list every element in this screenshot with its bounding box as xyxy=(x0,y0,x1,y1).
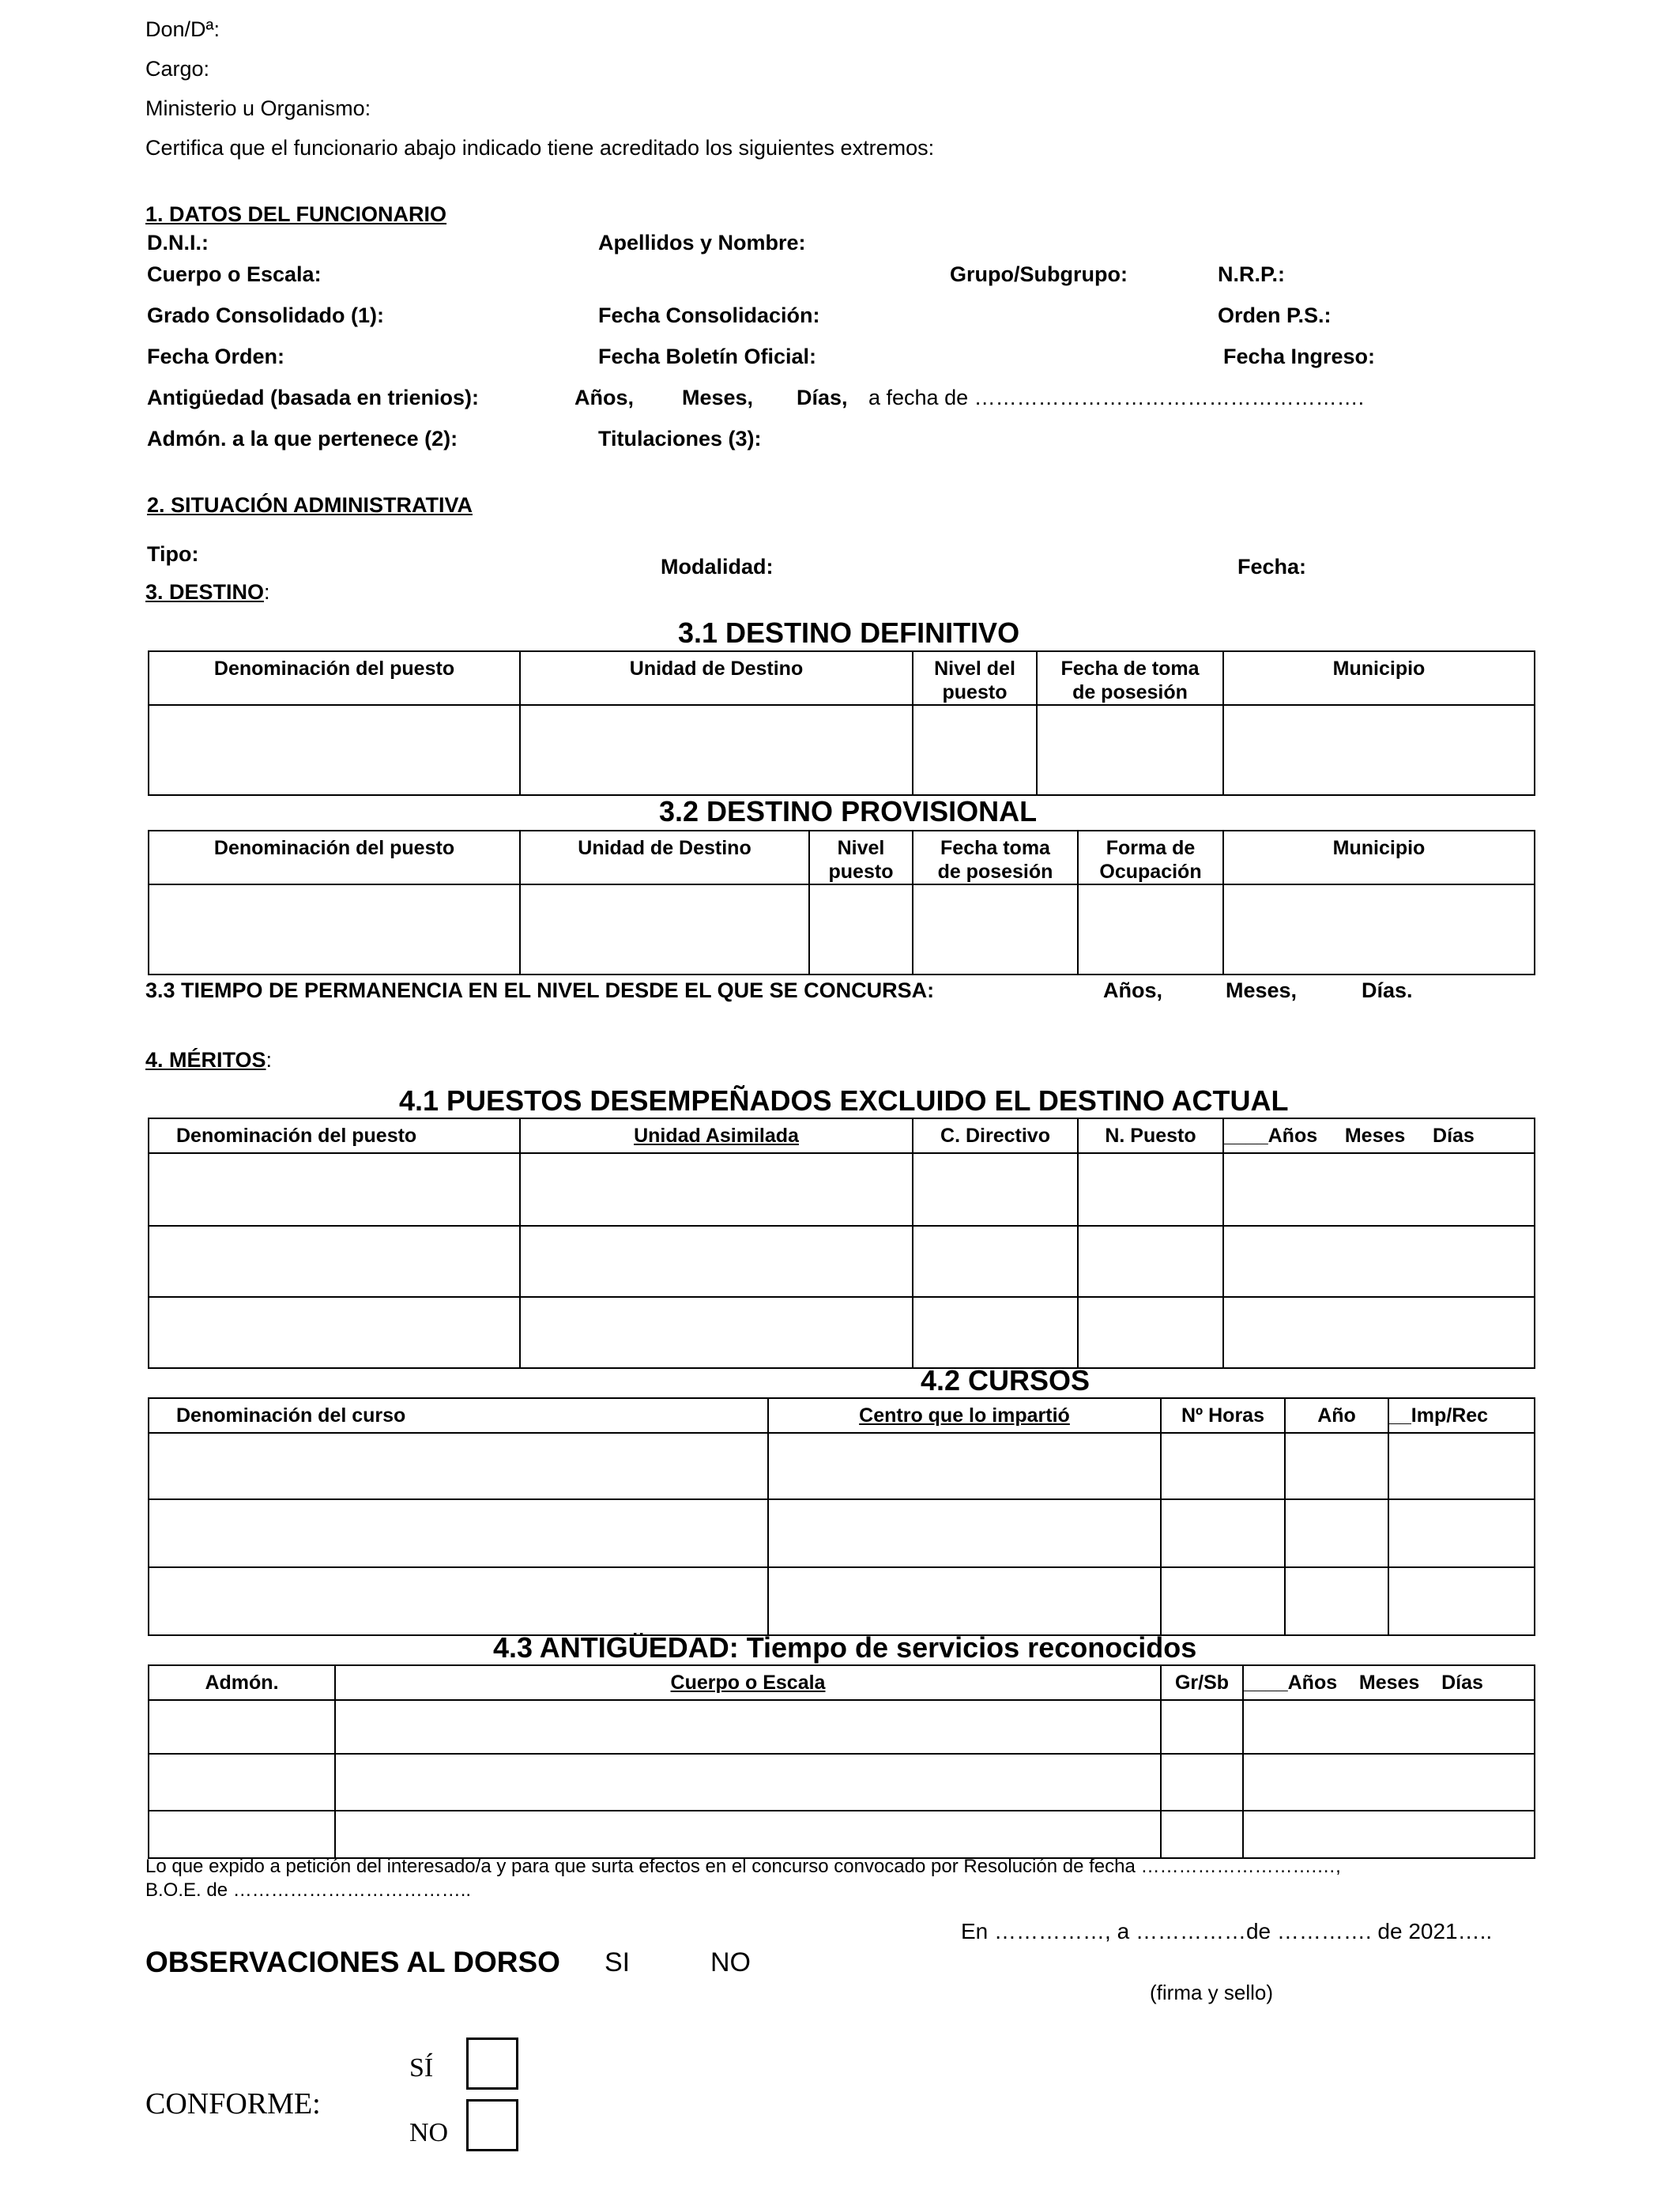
antiguedad-meses: Meses, xyxy=(682,386,754,409)
table-cell[interactable] xyxy=(335,1811,1161,1858)
conforme-no-label: NO xyxy=(409,2118,449,2147)
table-cell[interactable] xyxy=(149,1811,335,1858)
table-cell[interactable] xyxy=(1223,1226,1535,1297)
col-header: Municipio xyxy=(1223,831,1535,884)
permanencia-label: 3.3 TIEMPO DE PERMANENCIA EN EL NIVEL DESDE EL QUE SE CONCURSA: xyxy=(145,978,935,1002)
table-cell[interactable] xyxy=(1161,1499,1285,1567)
table-cell[interactable] xyxy=(1223,884,1535,974)
observaciones-no[interactable]: NO xyxy=(710,1947,751,1977)
permanencia-anos: Años, xyxy=(1103,978,1163,1002)
table-cell[interactable] xyxy=(1078,1226,1223,1297)
col-header: Denominación del puesto xyxy=(149,1118,520,1153)
fecha-consolidacion-label: Fecha Consolidación: xyxy=(598,303,820,327)
col-header: N. Puesto xyxy=(1078,1118,1223,1153)
cursos-title: 4.2 CURSOS xyxy=(921,1364,1090,1397)
section-destino-title: 3. DESTINO: xyxy=(145,580,270,604)
tipo-label: Tipo: xyxy=(147,542,199,566)
table-cell[interactable] xyxy=(913,884,1078,974)
table-cell[interactable] xyxy=(768,1433,1161,1499)
situacion-fecha-label: Fecha: xyxy=(1237,555,1307,579)
section-situacion-title: 2. SITUACIÓN ADMINISTRATIVA xyxy=(147,493,473,517)
table-cell[interactable] xyxy=(149,705,520,795)
table-cell[interactable] xyxy=(1037,705,1223,795)
table-cell[interactable] xyxy=(1388,1499,1535,1567)
table-cell[interactable] xyxy=(1285,1433,1388,1499)
titulaciones-label: Titulaciones (3): xyxy=(598,427,762,450)
table-cell[interactable] xyxy=(149,1226,520,1297)
apellidos-label: Apellidos y Nombre: xyxy=(598,231,806,254)
table-cell[interactable] xyxy=(1161,1567,1285,1635)
section-datos-title: 1. DATOS DEL FUNCIONARIO xyxy=(145,202,447,226)
col-header: __Imp/Rec xyxy=(1388,1398,1535,1433)
col-header: Denominación del puesto xyxy=(149,831,520,884)
col-header: Cuerpo o Escala xyxy=(335,1665,1161,1700)
table-cell[interactable] xyxy=(913,1226,1078,1297)
table-cell[interactable] xyxy=(1388,1433,1535,1499)
col-header: ____Años Meses Días xyxy=(1243,1665,1535,1700)
destino-definitivo-title: 3.1 DESTINO DEFINITIVO xyxy=(678,616,1020,649)
col-header: Fecha de toma de posesión xyxy=(1037,651,1223,705)
table-cell[interactable] xyxy=(1223,1153,1535,1226)
cuerpo-label: Cuerpo o Escala: xyxy=(147,262,322,286)
table-cell[interactable] xyxy=(149,1499,768,1567)
table-cell[interactable] xyxy=(149,1297,520,1368)
section-meritos-title: 4. MÉRITOS: xyxy=(145,1048,273,1072)
antiguedad-table xyxy=(148,1664,1535,1859)
modalidad-label: Modalidad: xyxy=(661,555,774,579)
table-cell[interactable] xyxy=(1161,1811,1243,1858)
table-cell[interactable] xyxy=(520,884,809,974)
nrp-label: N.R.P.: xyxy=(1218,262,1286,286)
col-header: Municipio xyxy=(1223,651,1535,705)
cargo-label: Cargo: xyxy=(145,57,210,81)
col-header: Nº Horas xyxy=(1161,1398,1285,1433)
table-cell[interactable] xyxy=(1243,1700,1535,1754)
table-cell[interactable] xyxy=(1078,884,1223,974)
antiguedad-title: 4.3 ANTIGÜEDAD: Tiempo de servicios reconocidos xyxy=(493,1631,1197,1664)
permanencia-meses: Meses, xyxy=(1226,978,1298,1002)
don-label: Don/Dª: xyxy=(145,17,220,41)
table-cell[interactable] xyxy=(1078,1153,1223,1226)
col-header: Gr/Sb xyxy=(1161,1665,1243,1700)
table-cell[interactable] xyxy=(520,1153,913,1226)
grado-label: Grado Consolidado (1): xyxy=(147,303,384,327)
table-cell[interactable] xyxy=(1285,1567,1388,1635)
table-cell[interactable] xyxy=(1223,705,1535,795)
conforme-no-checkbox[interactable] xyxy=(466,2099,518,2151)
fecha-ingreso-label: Fecha Ingreso: xyxy=(1223,345,1376,368)
table-cell[interactable] xyxy=(335,1700,1161,1754)
admon-label: Admón. a la que pertenece (2): xyxy=(147,427,458,450)
table-cell[interactable] xyxy=(1161,1433,1285,1499)
table-cell[interactable] xyxy=(520,1226,913,1297)
table-cell[interactable] xyxy=(149,1754,335,1811)
col-header: C. Directivo xyxy=(913,1118,1078,1153)
col-header: Denominación del puesto xyxy=(149,651,520,705)
observaciones-label: OBSERVACIONES AL DORSO xyxy=(145,1946,560,1978)
puestos-title: 4.1 PUESTOS DESEMPEÑADOS EXCLUIDO EL DESTINO ACTUAL xyxy=(399,1084,1289,1117)
col-header: Denominación del curso xyxy=(149,1398,768,1433)
boe-text: B.O.E. de ……………………………….. xyxy=(145,1879,472,1901)
col-header: ____Años Meses Días xyxy=(1223,1118,1535,1153)
destino-definitivo-table xyxy=(148,650,1535,796)
col-header: Año xyxy=(1285,1398,1388,1433)
col-header: Forma de Ocupación xyxy=(1078,831,1223,884)
col-header: Unidad Asimilada xyxy=(520,1118,913,1153)
table-cell[interactable] xyxy=(149,1700,335,1754)
fecha-boletin-label: Fecha Boletín Oficial: xyxy=(598,345,817,368)
table-cell[interactable] xyxy=(913,1297,1078,1368)
table-cell[interactable] xyxy=(1161,1700,1243,1754)
observaciones-si[interactable]: SI xyxy=(605,1947,631,1977)
col-header: Unidad de Destino xyxy=(520,651,913,705)
table-cell[interactable] xyxy=(1223,1297,1535,1368)
antiguedad-fecha: a fecha de ………………………………………………. xyxy=(868,386,1365,409)
table-cell[interactable] xyxy=(149,1433,768,1499)
table-cell[interactable] xyxy=(1243,1811,1535,1858)
destino-provisional-table xyxy=(148,830,1535,975)
cursos-table xyxy=(148,1397,1535,1636)
table-cell[interactable] xyxy=(335,1754,1161,1811)
certifica-text: Certifica que el funcionario abajo indicado tiene acreditado los siguientes extremos: xyxy=(145,136,935,160)
table-cell[interactable] xyxy=(1388,1567,1535,1635)
table-cell[interactable] xyxy=(1161,1754,1243,1811)
permanencia-dias: Días. xyxy=(1362,978,1413,1002)
puestos-table xyxy=(148,1118,1535,1369)
col-header: Nivel puesto xyxy=(809,831,913,884)
table-cell[interactable] xyxy=(913,705,1037,795)
firma-label: (firma y sello) xyxy=(1150,1981,1274,2004)
antiguedad-label: Antigüedad (basada en trienios): xyxy=(147,386,480,409)
dni-label: D.N.I.: xyxy=(147,231,209,254)
col-header: Fecha toma de posesión xyxy=(913,831,1078,884)
fecha-orden-label: Fecha Orden: xyxy=(147,345,285,368)
destino-provisional-title: 3.2 DESTINO PROVISIONAL xyxy=(659,795,1038,827)
lugar-fecha-text: En ……………, a ……………de …………. de 2021….. xyxy=(961,1919,1493,1943)
col-header: Unidad de Destino xyxy=(520,831,809,884)
antiguedad-dias: Días, xyxy=(797,386,848,409)
conforme-si-checkbox[interactable] xyxy=(466,2038,518,2090)
orden-ps-label: Orden P.S.: xyxy=(1218,303,1332,327)
table-cell[interactable] xyxy=(913,1153,1078,1226)
table-cell[interactable] xyxy=(768,1567,1161,1635)
table-cell[interactable] xyxy=(1078,1297,1223,1368)
table-cell[interactable] xyxy=(809,884,913,974)
antiguedad-anos: Años, xyxy=(574,386,635,409)
conforme-label: CONFORME: xyxy=(145,2087,321,2120)
expido-text: Lo que expido a petición del interesado/a y para que surta efectos en el concurso convocado por Resolución de fecha ……………………….…, xyxy=(145,1856,1341,1877)
table-cell[interactable] xyxy=(149,1153,520,1226)
table-cell[interactable] xyxy=(520,1297,913,1368)
grupo-label: Grupo/Subgrupo: xyxy=(950,262,1128,286)
conforme-si-label: SÍ xyxy=(409,2053,434,2083)
table-cell[interactable] xyxy=(149,1567,768,1635)
table-cell[interactable] xyxy=(1285,1499,1388,1567)
table-cell[interactable] xyxy=(1243,1754,1535,1811)
col-header: Admón. xyxy=(149,1665,335,1700)
ministerio-label: Ministerio u Organismo: xyxy=(145,96,371,120)
table-cell[interactable] xyxy=(768,1499,1161,1567)
table-cell[interactable] xyxy=(520,705,913,795)
col-header: Nivel del puesto xyxy=(913,651,1037,705)
table-cell[interactable] xyxy=(149,884,520,974)
col-header: Centro que lo impartió xyxy=(768,1398,1161,1433)
